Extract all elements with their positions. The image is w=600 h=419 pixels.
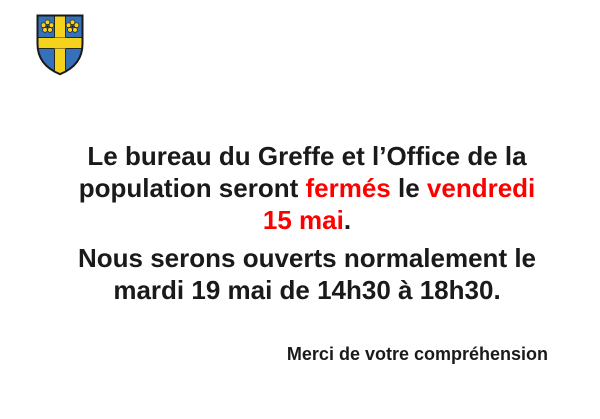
coat-of-arms-icon bbox=[36, 13, 84, 77]
cross-center bbox=[55, 38, 66, 49]
closure-text-part3: . bbox=[343, 205, 352, 235]
closure-text-part2: le bbox=[390, 173, 427, 203]
thanks-message: Merci de votre compréhension bbox=[286, 344, 548, 364]
notice-text-block bbox=[71, 140, 543, 306]
closed-word: fermés bbox=[305, 173, 391, 203]
closure-paragraph bbox=[71, 140, 543, 236]
closure-text-part1: Le bureau du Greffe et l’Office de la population seront bbox=[78, 141, 527, 203]
reopening-paragraph: Nous serons ouverts normalement le mardi 19 mai de 14h30 à 18h30. bbox=[77, 243, 537, 305]
closed-date: vendredi 15 mai bbox=[262, 173, 536, 235]
